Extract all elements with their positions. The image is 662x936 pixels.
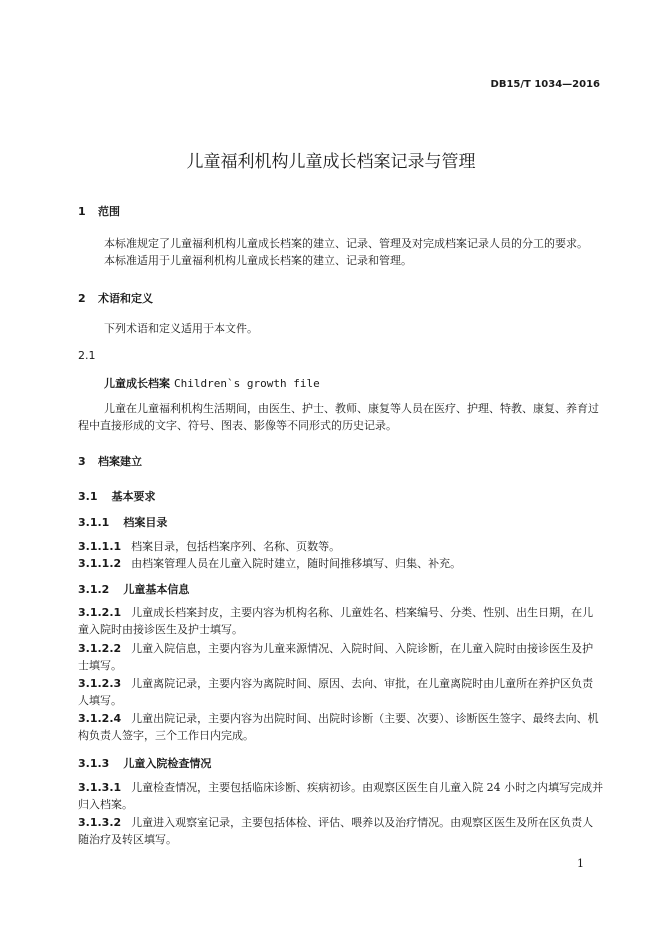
subsection-3-1-heading bbox=[78, 488, 156, 504]
section-number: 2 bbox=[78, 292, 86, 305]
term-english: Children`s growth file bbox=[174, 377, 320, 390]
subsection-title: 档案目录 bbox=[123, 516, 168, 529]
clause-number: 3.1.1.1 bbox=[78, 540, 122, 553]
term-2-1-number: 2.1 bbox=[78, 349, 96, 362]
clause-number: 3.1.3.2 bbox=[78, 816, 122, 829]
section-title: 档案建立 bbox=[98, 455, 142, 468]
document-title: 儿童福利机构儿童成长档案记录与管理 bbox=[186, 152, 476, 172]
term-2-1-definition: 儿童在儿童福利机构生活期间，由医生、护士、教师、康复等人员在医疗、护理、特教、康复、养育过程中直接形成的文字、符号、图表、影像等不同形式的历史记录。 bbox=[78, 402, 599, 432]
section-title: 术语和定义 bbox=[98, 292, 153, 305]
page-number: 1 bbox=[577, 857, 584, 870]
section-number: 1 bbox=[78, 205, 86, 218]
section-1-heading bbox=[78, 203, 120, 219]
clause-number: 3.1.3.1 bbox=[78, 781, 122, 794]
clause-3-1-1-1 bbox=[78, 538, 604, 555]
clause-text: 档案目录，包括档案序列、名称、页数等。 bbox=[131, 540, 341, 553]
clause-3-1-3-1 bbox=[78, 779, 604, 813]
clause-text: 儿童入院信息，主要内容为儿童来源情况、入院时间、入院诊断，在儿童入院时由接诊医生及护士填写。 bbox=[78, 642, 594, 672]
clause-3-1-2-2 bbox=[78, 640, 604, 674]
clause-3-1-2-1 bbox=[78, 604, 604, 638]
subsection-number: 3.1 bbox=[78, 490, 98, 503]
subsection-title: 儿童基本信息 bbox=[123, 583, 190, 596]
subsection-title: 基本要求 bbox=[111, 490, 156, 503]
clause-text: 儿童进入观察室记录，主要包括体检、评估、喂养以及治疗情况。由观察区医生及所在区负责人随治疗及转区填写。 bbox=[78, 816, 594, 846]
term-name: 儿童成长档案 bbox=[104, 377, 170, 390]
clause-3-1-3-2 bbox=[78, 814, 604, 848]
subsection-number: 3.1.1 bbox=[78, 516, 110, 529]
clause-number: 3.1.2.3 bbox=[78, 677, 122, 690]
clause-number: 3.1.2.1 bbox=[78, 606, 122, 619]
clause-3-1-2-3 bbox=[78, 675, 604, 709]
section-3-heading bbox=[78, 453, 142, 469]
clause-3-1-1-2 bbox=[78, 555, 604, 572]
section-2-heading bbox=[78, 290, 153, 306]
subsection-3-1-3-heading bbox=[78, 755, 211, 771]
clause-number: 3.1.2.2 bbox=[78, 642, 122, 655]
section-title: 范围 bbox=[98, 205, 120, 218]
clause-text: 儿童成长档案封皮，主要内容为机构名称、儿童姓名、档案编号、分类、性别、出生日期，在儿童入院时由接诊医生及护士填写。 bbox=[78, 606, 594, 636]
section-1-paragraph-2: 本标准适用于儿童福利机构儿童成长档案的建立、记录和管理。 bbox=[104, 254, 412, 267]
clause-number: 3.1.2.4 bbox=[78, 712, 122, 725]
term-2-1 bbox=[104, 375, 320, 391]
section-1-paragraph-1: 本标准规定了儿童福利机构儿童成长档案的建立、记录、管理及对完成档案记录人员的分工的要求。 bbox=[104, 237, 588, 250]
clause-text: 儿童检查情况，主要包括临床诊断、疾病初诊。由观察区医生自儿童入院 24 小时之内填写完成并归入档案。 bbox=[78, 781, 604, 811]
clause-text: 儿童离院记录，主要内容为离院时间、原因、去向、审批，在儿童离院时由儿童所在养护区负责人填写。 bbox=[78, 677, 594, 707]
subsection-number: 3.1.3 bbox=[78, 757, 110, 770]
subsection-title: 儿童入院检查情况 bbox=[123, 757, 212, 770]
subsection-3-1-2-heading bbox=[78, 581, 189, 597]
clause-text: 由档案管理人员在儿童入院时建立，随时间推移填写、归集、补充。 bbox=[131, 557, 462, 570]
subsection-number: 3.1.2 bbox=[78, 583, 110, 596]
standard-number: DB15/T 1034—2016 bbox=[490, 79, 600, 90]
clause-text: 儿童出院记录，主要内容为出院时间、出院时诊断（主要、次要）、诊断医生签字、最终去向、机构负责人签字，三个工作日内完成。 bbox=[78, 712, 599, 742]
clause-number: 3.1.1.2 bbox=[78, 557, 122, 570]
clause-3-1-2-4 bbox=[78, 710, 604, 744]
section-2-paragraph-1: 下列术语和定义适用于本文件。 bbox=[104, 322, 258, 335]
subsection-3-1-1-heading bbox=[78, 514, 167, 530]
section-number: 3 bbox=[78, 455, 86, 468]
